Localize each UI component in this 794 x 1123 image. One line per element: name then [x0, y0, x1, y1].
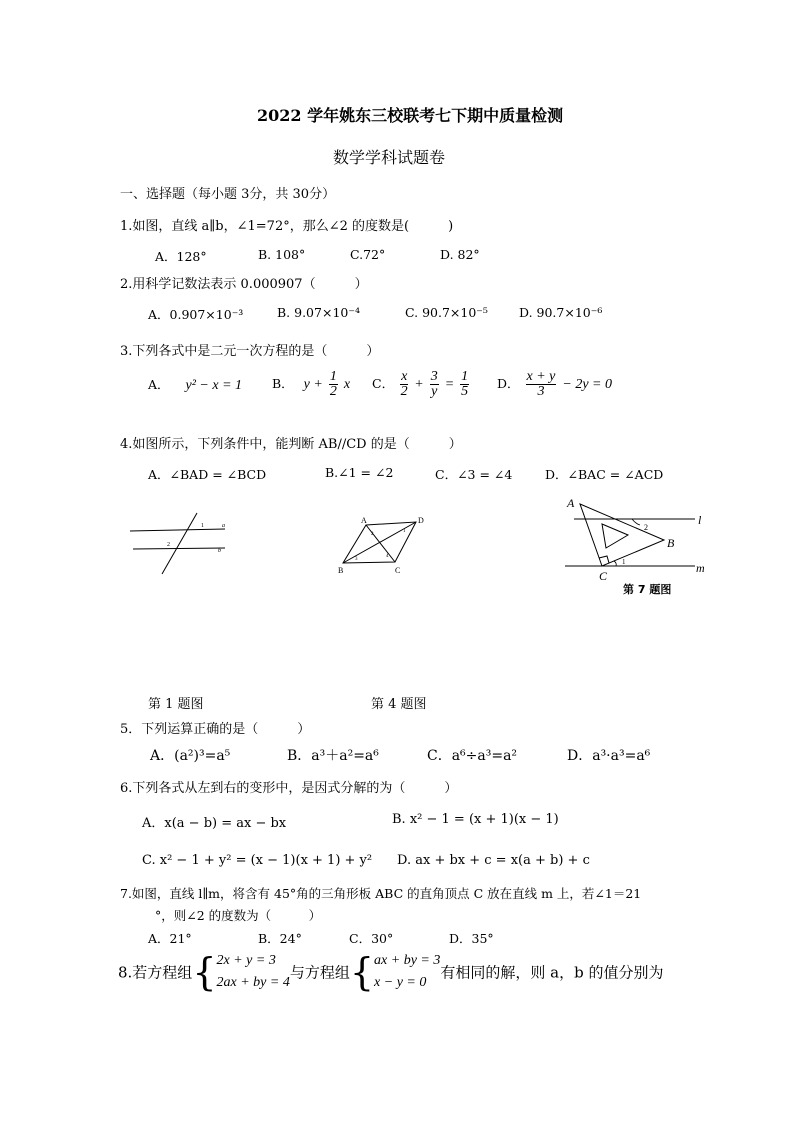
q8-prefix: 8.若方程组 [118, 963, 193, 982]
left-brace-icon: { [192, 950, 217, 994]
q3-label-c: C． [372, 376, 395, 391]
fraction-denominator: 3 [537, 384, 545, 399]
q7-option-c: C．30° [349, 931, 394, 946]
q3-label-a: A． [148, 377, 170, 392]
section-heading: 一、选择题（每小题 3分，共 30分） [120, 187, 336, 202]
q1-option-a: A．128° [155, 249, 207, 264]
fraction-denominator: 2 [400, 384, 408, 399]
q3-fraction-c3 [460, 370, 469, 399]
set-square-triangle [580, 504, 664, 566]
q3-fraction-b [329, 370, 338, 399]
equation-line: x − y = 0 [374, 975, 427, 990]
q2-option-a: A．0.907×10⁻³ [148, 307, 244, 322]
q7-option-d: D．35° [449, 931, 494, 946]
q3-option-b [272, 370, 350, 399]
page-subtitle: 数学学科试题卷 [333, 148, 446, 167]
q4-option-b: B.∠1 = ∠2 [325, 465, 394, 480]
question-8 [118, 950, 663, 994]
plus-sign: + [414, 377, 424, 392]
figure-4-diagram [333, 510, 433, 580]
fig7-label-m: m [696, 561, 705, 575]
q1-option-b: B. 108° [258, 247, 306, 262]
figure-4-caption: 第 4 题图 [371, 697, 427, 712]
q1-option-d: D. 82° [440, 247, 480, 262]
fraction-numerator: 3 [430, 369, 438, 384]
question-1-stem: 1.如图，直线 a∥b，∠1=72°，那么∠2 的度数是( ) [120, 219, 454, 234]
fig1-label-a: a [222, 523, 225, 529]
q2-option-d: D. 90.7×10⁻⁶ [519, 305, 603, 320]
q3-option-c [372, 370, 471, 399]
fig4-label-3: 3 [355, 557, 358, 562]
question-3-stem: 3.下列各式中是二元一次方程的是（ ） [120, 344, 380, 359]
fig1-label-b: b [218, 548, 221, 554]
fraction-numerator: 1 [461, 369, 469, 384]
q7-option-b: B．24° [258, 931, 302, 946]
q3-expr-b-post: x [343, 377, 351, 392]
q8-system-2 [374, 950, 440, 994]
figure-1-caption: 第 1 题图 [148, 697, 204, 712]
q3-expr-a: y² − x = 1 [185, 378, 243, 393]
q5-option-b: B．a³＋a²=a⁶ [287, 748, 379, 764]
equation-line: 2x + y = 3 [216, 953, 276, 968]
fig7-label-1: 1 [622, 558, 626, 566]
equation-line: 2ax + by = 4 [216, 975, 290, 990]
fraction-denominator: y [431, 384, 438, 399]
line-b [133, 548, 225, 549]
fig4-label-d: D [418, 516, 424, 525]
fraction-denominator: 2 [329, 384, 337, 399]
fig7-label-l: l [698, 513, 702, 527]
q3-fraction-c1 [400, 370, 408, 399]
fig7-label-c: C [599, 569, 608, 582]
fig4-label-2: 2 [371, 532, 374, 537]
q8-middle: 与方程组 [289, 963, 350, 982]
fig7-label-b: B [667, 536, 675, 550]
q5-option-d: D．a³·a³=a⁶ [567, 748, 651, 764]
q4-option-a: A．∠BAD = ∠BCD [148, 467, 267, 482]
line-a [130, 529, 225, 531]
q4-option-c: C．∠3 = ∠4 [435, 467, 513, 482]
q4-option-d: D．∠BAC = ∠ACD [545, 467, 664, 482]
q3-label-d: D． [497, 376, 520, 391]
equation-line: ax + by = 3 [374, 953, 441, 968]
fraction-numerator: x [401, 369, 408, 384]
q6-option-a: A．x(a − b) = ax − bx [142, 816, 287, 831]
fig1-label-1: 1 [201, 523, 204, 529]
q7-option-a: A．21° [148, 931, 192, 946]
q3-option-a [148, 375, 242, 394]
figure-7-caption: 第 7 题图 [623, 583, 672, 596]
question-4-stem: 4.如图所示，下列条件中，能判断 AB//CD 的是（ ） [120, 437, 462, 452]
fraction-numerator: 1 [329, 369, 337, 384]
q3-label-b: B． [272, 376, 294, 391]
fig4-label-b: B [338, 566, 344, 575]
equals-sign: = [444, 377, 455, 392]
question-6-stem: 6.下列各式从左到右的变形中，是因式分解的为（ ） [120, 781, 458, 796]
question-5-stem: 5．下列运算正确的是（ ） [120, 722, 311, 737]
q3-expr-d-post: − 2y = 0 [562, 377, 612, 392]
q3-option-d [497, 370, 612, 399]
fig4-label-a: A [361, 516, 367, 525]
diagonal-ac [366, 525, 395, 562]
q2-option-c: C. 90.7×10⁻⁵ [405, 305, 488, 320]
angle-1-arc [614, 561, 616, 566]
fig4-label-1: 1 [403, 529, 406, 534]
set-square-inner-triangle [602, 524, 628, 548]
fig7-label-a: A [567, 496, 575, 510]
q5-option-a: A．(a²)³=a⁵ [150, 748, 231, 764]
q8-system-1 [217, 950, 290, 994]
q6-option-b: B. x² − 1 = (x + 1)(x − 1) [392, 812, 559, 827]
fraction-numerator: x + y [526, 369, 556, 384]
fig1-label-2: 2 [167, 542, 170, 548]
angle-2-arc [632, 519, 640, 525]
fig4-label-4: 4 [386, 554, 389, 559]
fraction-denominator: 5 [461, 384, 469, 399]
left-brace-icon: { [349, 950, 375, 994]
question-2-stem: 2.用科学记数法表示 0.000907（ ） [120, 277, 368, 292]
q8-suffix: 有相同的解，则 a，b 的值分别为 [440, 963, 664, 982]
q6-option-d: D. ax + bx + c = x(a + b) + c [397, 853, 590, 868]
question-7-stem-line-2: °，则∠2 的度数为（ ） [155, 908, 322, 923]
figure-1-diagram [125, 508, 235, 578]
question-7-stem-line-1: 7.如图，直线 l∥m，将含有 45°角的三角形板 ABC 的直角顶点 C 放在直线 m 上，若∠1＝21 [120, 886, 642, 901]
q5-option-c: C．a⁶÷a³=a² [427, 748, 518, 764]
q3-expr-b-pre: y + [303, 377, 323, 392]
q2-option-b: B. 9.07×10⁻⁴ [277, 305, 360, 320]
fig7-label-2: 2 [644, 523, 648, 532]
page-title: 2022 学年姚东三校联考七下期中质量检测 [257, 106, 564, 125]
q6-option-c: C. x² − 1 + y² = (x − 1)(x + 1) + y² [142, 853, 373, 868]
figure-7-diagram [562, 492, 712, 582]
q1-option-c: C.72° [350, 247, 386, 262]
fig4-label-c: C [395, 566, 401, 575]
q3-fraction-d [526, 370, 557, 399]
q3-fraction-c2 [430, 370, 439, 399]
